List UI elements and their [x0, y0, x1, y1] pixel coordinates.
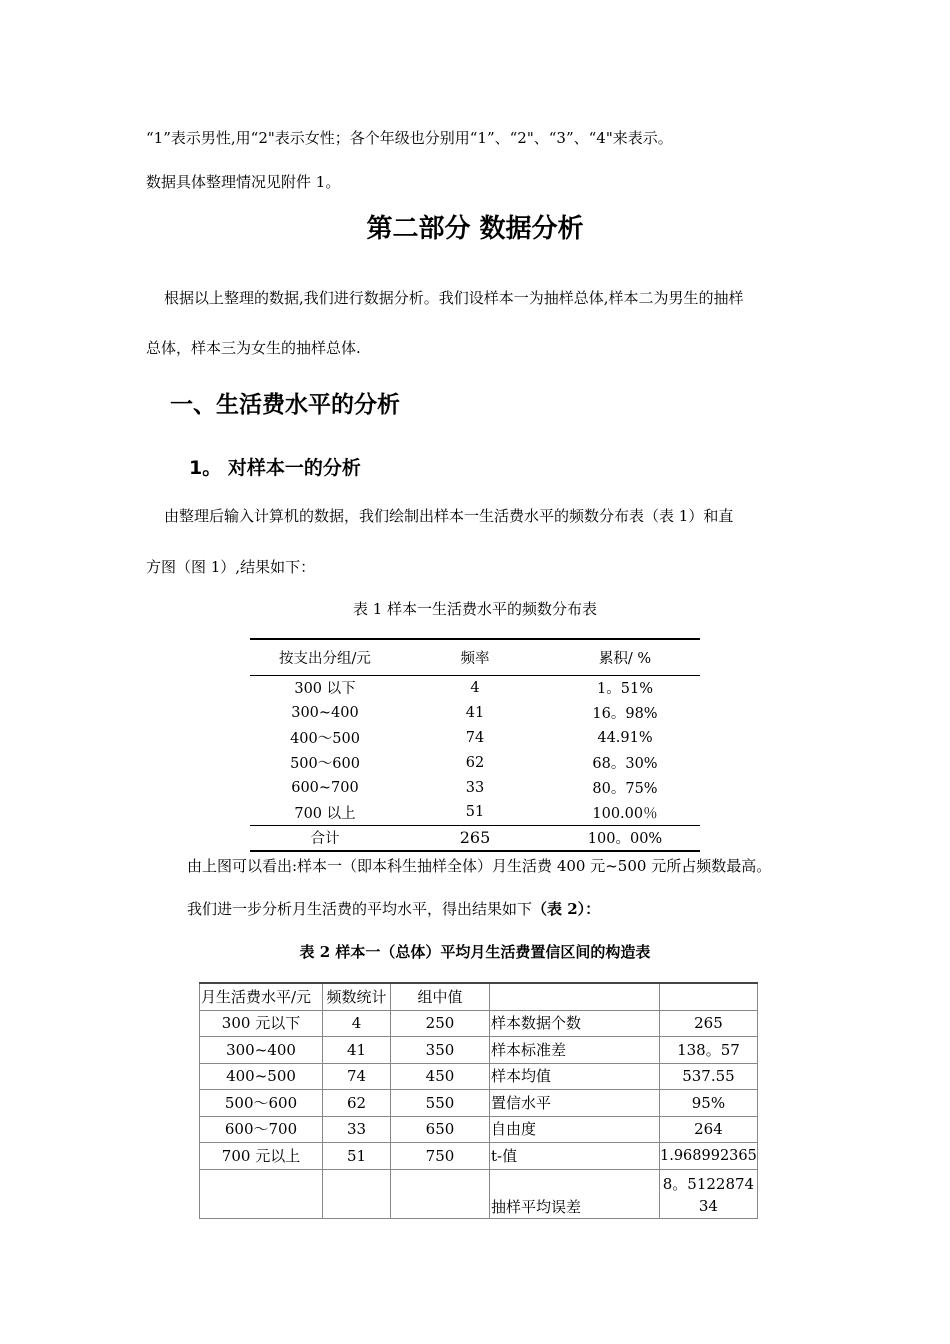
part-title: 第二部分 数据分析 [366, 214, 584, 244]
table-cell: 16。98% [592, 706, 658, 722]
table-cell: 自由度 [490, 1116, 660, 1143]
table-cell: 68。30% [592, 756, 658, 772]
table-cell: 置信水平 [490, 1090, 660, 1117]
table-cell: 51 [323, 1143, 391, 1170]
table-cell: 550 [391, 1090, 490, 1117]
table-header-cell: 月生活费水平/元 [200, 983, 323, 1010]
table-cell: 1.968992365 [660, 1143, 758, 1170]
table-header-cell: 按支出分组/元 [250, 639, 400, 675]
table-cell: 138。57 [660, 1037, 758, 1064]
table-cell: 80。75% [592, 781, 658, 797]
table-row [200, 1037, 758, 1064]
table-header-cell [490, 983, 660, 1010]
table-cell: 750 [391, 1143, 490, 1170]
subsection-title: 1。 对样本一的分析 [189, 457, 361, 479]
table-row [200, 1063, 758, 1090]
table-cell: 1。51% [597, 681, 653, 698]
table-cell: 4 [470, 679, 480, 696]
table-cell: 700 元以上 [200, 1143, 323, 1170]
table-cell: t-值 [490, 1143, 660, 1170]
table-cell: 600~700 [291, 779, 359, 796]
confidence-interval-table [199, 982, 758, 1219]
para4-bold: （表 2）： [532, 900, 601, 918]
table-cell: 74 [323, 1063, 391, 1090]
table-cell: 600～700 [200, 1116, 323, 1143]
table-cell: 265 [660, 1010, 758, 1037]
table-cell: 300 元以下 [200, 1010, 323, 1037]
table-cell: 62 [323, 1090, 391, 1117]
table-cell: 62 [465, 754, 485, 771]
table-cell-line: 34 [698, 1196, 718, 1215]
table-cell: 样本标准差 [490, 1037, 660, 1064]
table-cell: 264 [660, 1116, 758, 1143]
table-row [250, 700, 700, 725]
table-cell: 650 [391, 1116, 490, 1143]
table-row [250, 725, 700, 750]
para3: 由上图可以看出:样本一（即本科生抽样全体）月生活费 400 元~500 元所占频数最高。 [187, 857, 772, 875]
table-cell: 抽样平均误差 [490, 1169, 660, 1218]
table-cell: 样本数据个数 [490, 1010, 660, 1037]
table-cell [660, 1169, 758, 1218]
table-cell: 51 [465, 804, 485, 821]
table-header-cell: 频率 [400, 639, 550, 675]
table-cell: 100.00％ [592, 805, 658, 822]
intro-line-2: 数据具体整理情况见附件 1。 [146, 173, 341, 191]
table-cell: 样本均值 [490, 1063, 660, 1090]
para4-text: 我们进一步分析月生活费的平均水平，得出结果如下 [187, 900, 533, 918]
table-cell: 74 [465, 729, 485, 746]
table-cell: 700 以上 [294, 805, 356, 822]
table1-caption: 表 1 样本一生活费水平的频数分布表 [352, 600, 598, 618]
table-cell: 400～500 [290, 731, 360, 747]
table-row [250, 750, 700, 775]
table-header-row [200, 983, 758, 1010]
table-cell: 500～600 [200, 1090, 323, 1117]
para1-line-2: 总体，样本三为女生的抽样总体. [146, 339, 361, 357]
table-cell: 537.55 [660, 1063, 758, 1090]
table-row [200, 1010, 758, 1037]
table-cell: 450 [391, 1063, 490, 1090]
table-cell [200, 1169, 323, 1218]
table-cell: 300~400 [200, 1037, 323, 1064]
table-cell: 合计 [250, 825, 400, 851]
table-cell [323, 1169, 391, 1218]
para4 [187, 898, 600, 919]
table-cell: 33 [323, 1116, 391, 1143]
table-cell-line: 8。5122874 [662, 1174, 755, 1193]
table-row [250, 800, 700, 825]
table-cell: 300~400 [291, 704, 359, 721]
table-row [200, 1143, 758, 1170]
table-row [250, 775, 700, 800]
table-row [200, 1090, 758, 1117]
table-total-row [250, 825, 700, 851]
table-cell: 41 [323, 1037, 391, 1064]
table-row [200, 1116, 758, 1143]
table-cell: 95% [660, 1090, 758, 1117]
table-cell: 300 以下 [294, 681, 356, 698]
table-cell: 44.91% [597, 729, 653, 746]
section-title: 一、生活费水平的分析 [170, 392, 400, 418]
para1-line-1: 根据以上整理的数据,我们进行数据分析。我们设样本一为抽样总体,样本二为男生的抽样 [164, 289, 744, 307]
para2-line-2: 方图（图 1）,结果如下： [146, 558, 316, 576]
table-header-cell: 频数统计 [323, 983, 391, 1010]
intro-line-1: “1”表示男性,用“2"表示女性；各个年级也分别用“1”、“2"、“3”、“4"来表示。 [146, 129, 673, 147]
table-row [200, 1169, 758, 1218]
table-cell: 400~500 [200, 1063, 323, 1090]
table-row [250, 675, 700, 700]
table-cell: 250 [391, 1010, 490, 1037]
table-header-cell [660, 983, 758, 1010]
table-cell: 350 [391, 1037, 490, 1064]
table-header-cell: 累积/ % [550, 639, 700, 675]
table-cell: 33 [465, 779, 485, 796]
table-cell: 500～600 [290, 756, 360, 772]
table-cell: 100。00% [550, 825, 700, 851]
frequency-table [250, 638, 700, 852]
table-cell: 41 [465, 704, 485, 721]
table-cell: 265 [400, 825, 550, 851]
table2-caption: 表 2 样本一（总体）平均月生活费置信区间的构造表 [299, 943, 651, 961]
table-header-row [250, 639, 700, 675]
para2-line-1: 由整理后输入计算机的数据，我们绘制出样本一生活费水平的频数分布表（表 1）和直 [164, 507, 734, 525]
table-cell: 4 [323, 1010, 391, 1037]
table-cell [391, 1169, 490, 1218]
table-header-cell: 组中值 [391, 983, 490, 1010]
